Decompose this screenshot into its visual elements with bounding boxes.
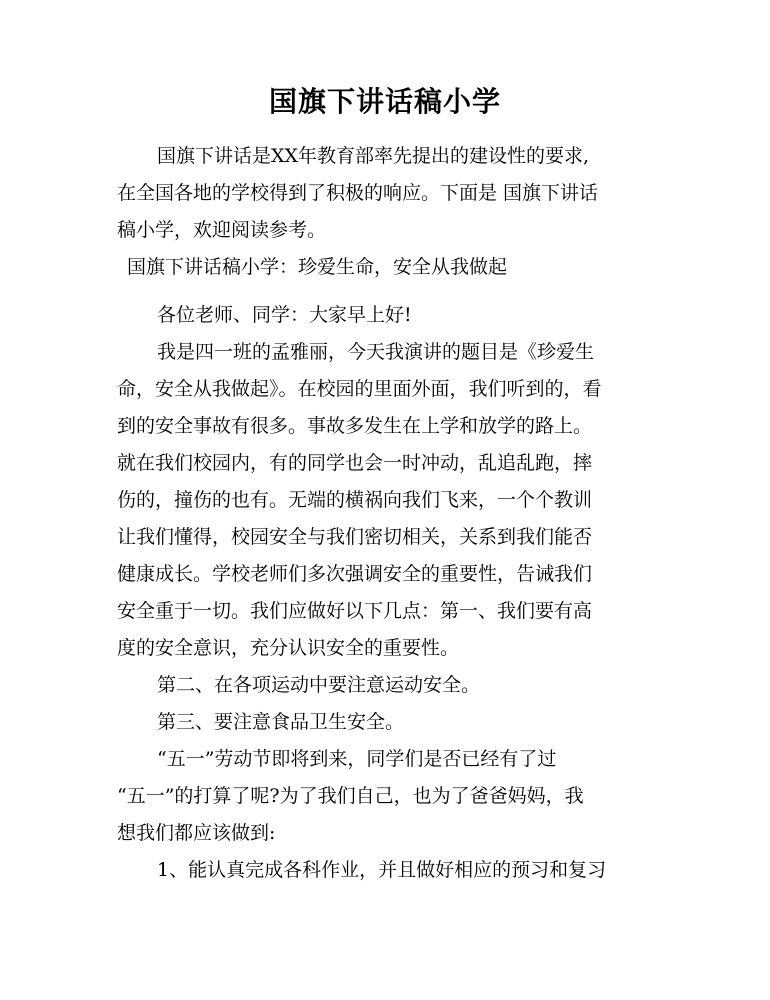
paragraph-line: 想我们都应该做到: [117, 822, 276, 844]
paragraph-line: 我是四一班的孟雅丽，今天我演讲的题目是《珍爱生 [157, 341, 595, 363]
paragraph-line: 伤的，撞伤的也有。无端的横祸向我们飞来，一个个教训 [117, 489, 593, 511]
paragraph-line: 就在我们校园内，有的同学也会一时冲动，乱追乱跑，摔 [117, 452, 593, 474]
paragraph-gap [117, 286, 657, 297]
paragraph-line: 安全重于一切。我们应做好以下几点：第一、我们要有高 [117, 600, 593, 622]
document-body [117, 138, 657, 889]
list-item: 1、能认真完成各科作业，并且做好相应的预习和复习 [157, 859, 607, 881]
intro-line: 在全国各地的学校得到了积极的响应。下面是 国旗下讲话 [117, 182, 599, 204]
document-title: 国旗下讲话稿小学 [268, 85, 501, 118]
intro-line: 稿小学，欢迎阅读参考。 [117, 219, 327, 241]
paragraph-line: “五一”的打算了呢?为了我们自己，也为了爸爸妈妈，我 [117, 785, 584, 807]
paragraph-line: 度的安全意识，充分认识安全的重要性。 [117, 637, 460, 659]
paragraph-line: 命，安全从我做起》。在校园的里面外面，我们听到的，看 [117, 378, 602, 400]
paragraph-line: 健康成长。学校老师们多次强调安全的重要性，告诫我们 [117, 563, 593, 585]
intro-line: 国旗下讲话是XX年教育部率先提出的建设性的要求, [157, 145, 590, 167]
speech-subtitle: 国旗下讲话稿小学：珍爱生命，安全从我做起 [127, 256, 508, 278]
point-two-line: 第二、在各项运动中要注意运动安全。 [157, 674, 481, 696]
paragraph-line: “五一”劳动节即将到来，同学们是否已经有了过 [157, 748, 557, 770]
paragraph-line: 让我们懂得，校园安全与我们密切相关，关系到我们能否 [117, 526, 593, 548]
paragraph-line: 到的安全事故有很多。事故多发生在上学和放学的路上。 [117, 415, 593, 437]
greeting-line: 各位老师、同学：大家早上好! [157, 304, 412, 326]
point-three-line: 第三、要注意食品卫生安全。 [157, 711, 405, 733]
